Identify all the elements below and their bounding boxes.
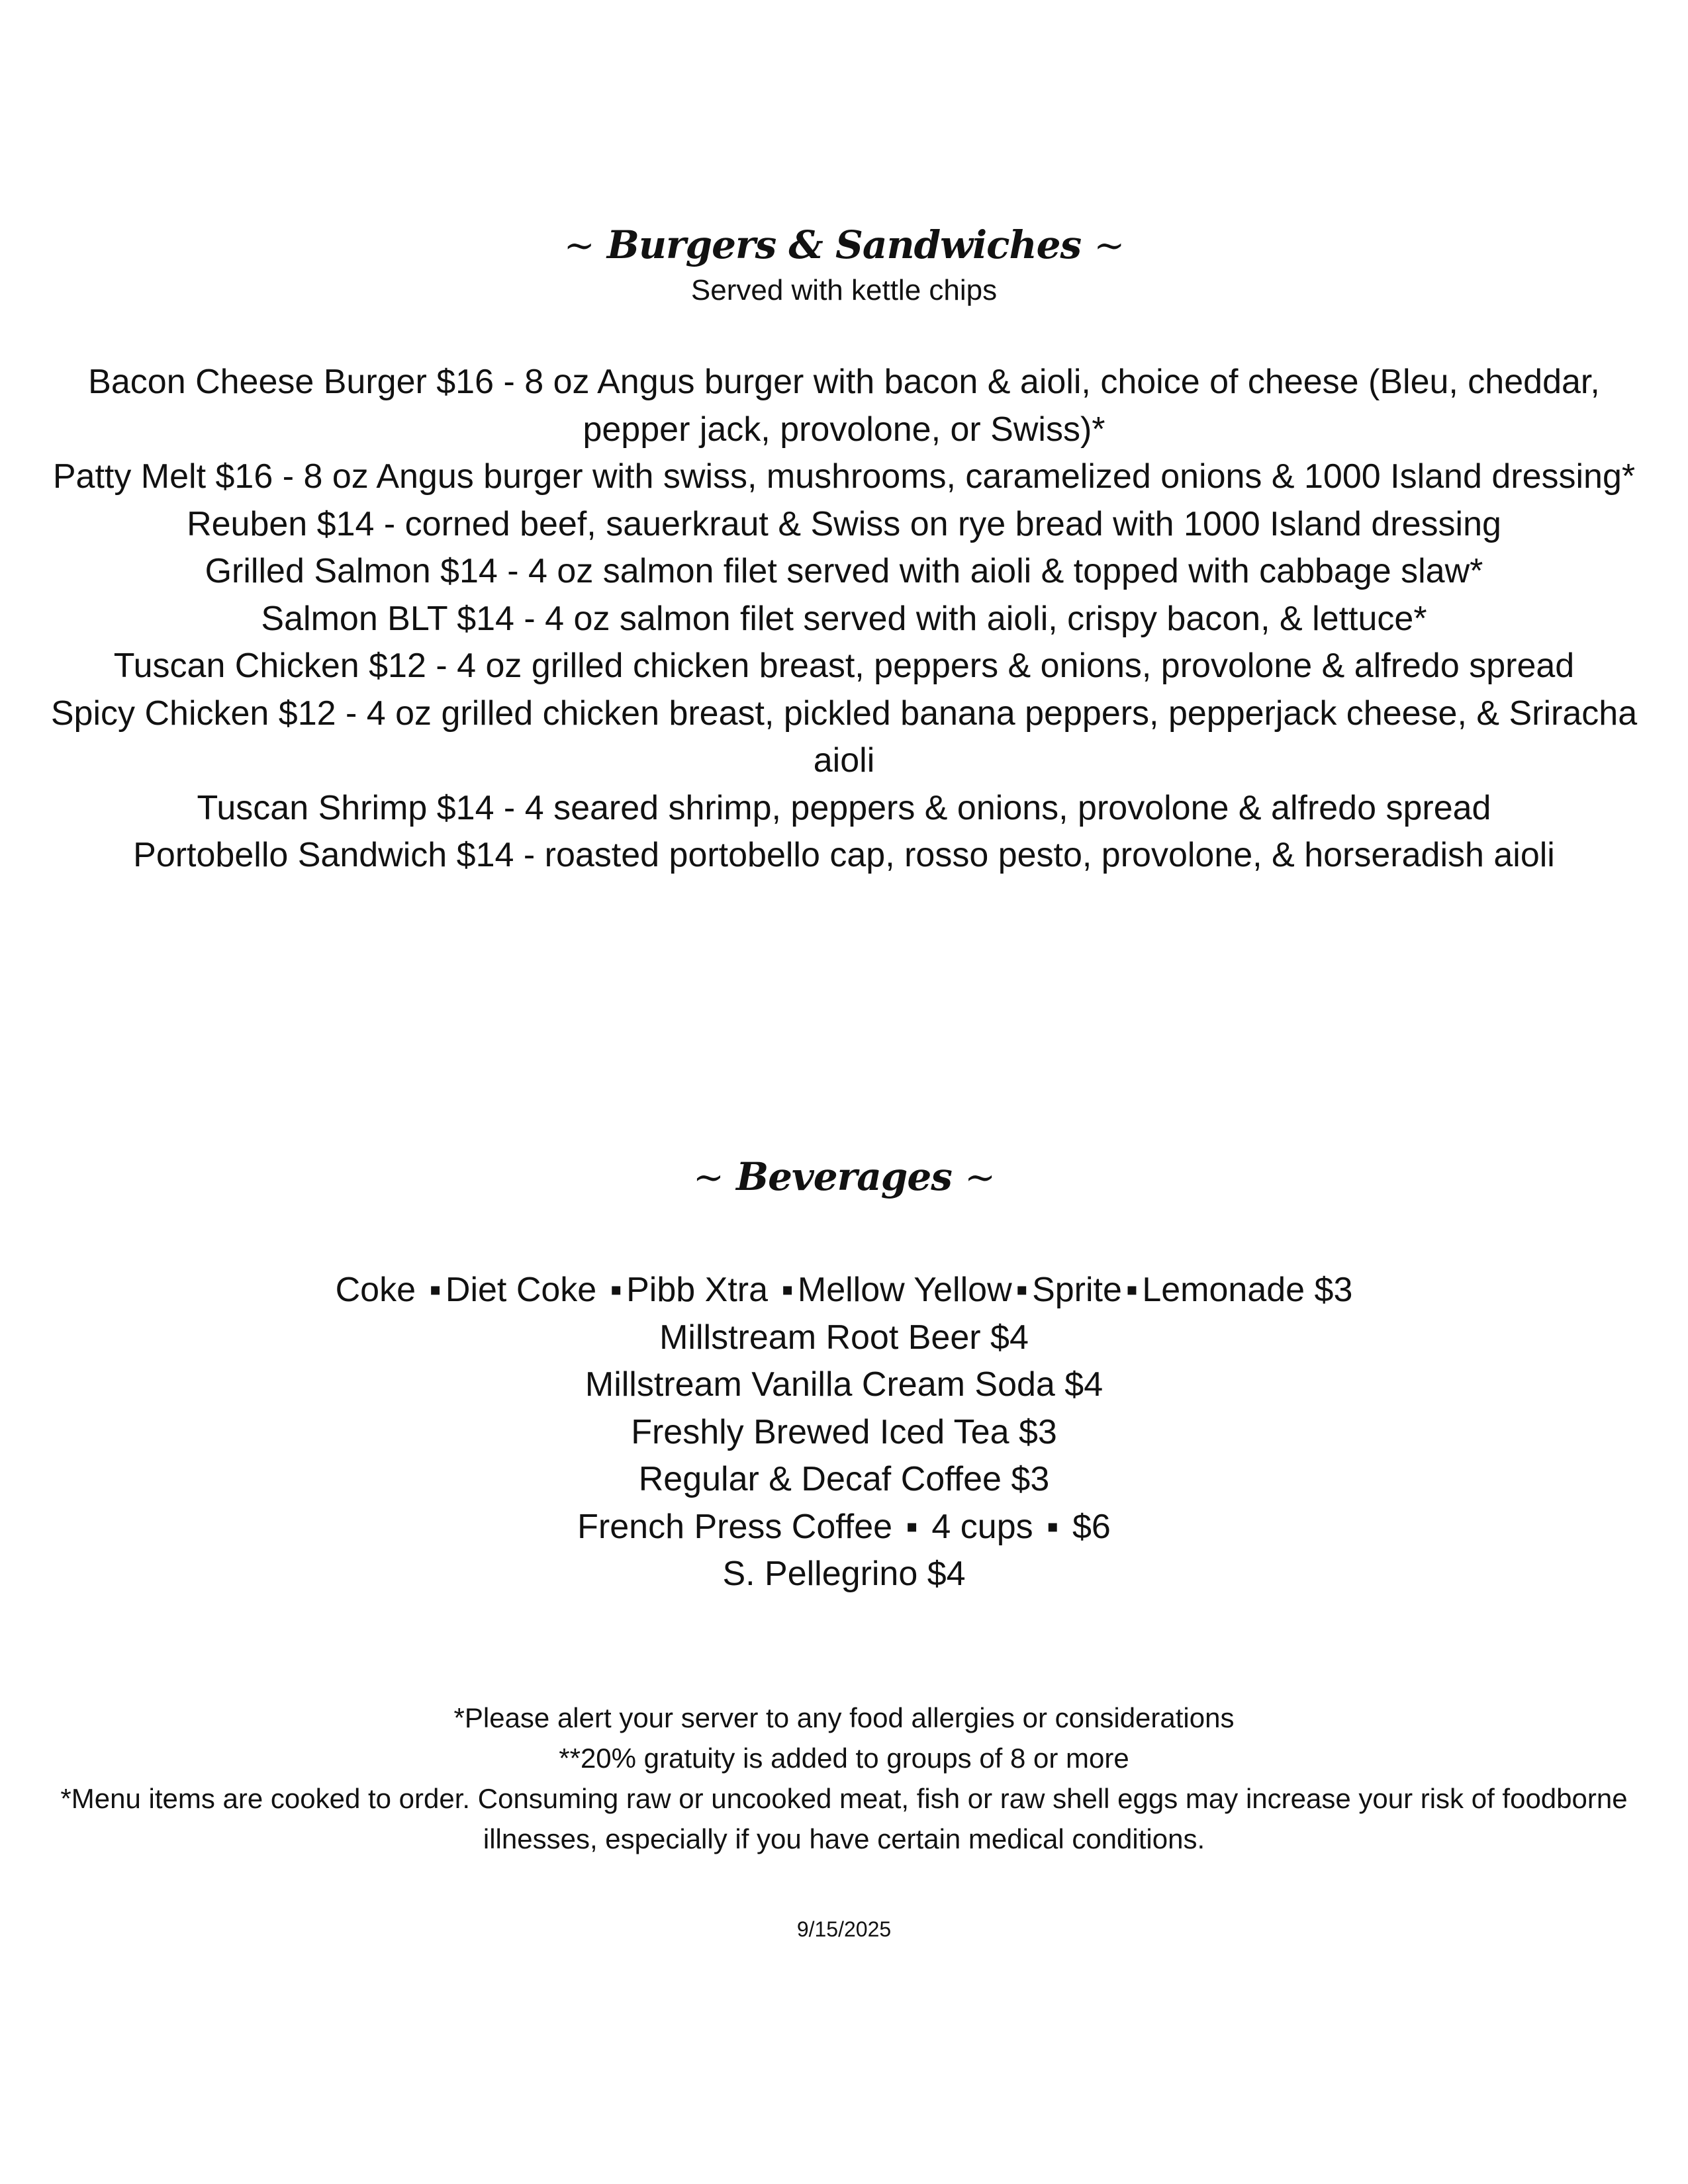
burgers-subtitle: Served with kettle chips	[690, 274, 998, 306]
soda-item: Sprite	[1032, 1271, 1122, 1309]
burgers-title-text: Burgers & Sandwiches	[606, 222, 1082, 267]
beverages-section-title	[40, 1150, 1648, 1205]
separator-dot: ▪	[1015, 1271, 1029, 1309]
beverages-title-text: Beverages	[736, 1154, 952, 1199]
beverage-item: Millstream Vanilla Cream Soda $4	[585, 1365, 1103, 1404]
menu-date: 9/15/2025	[796, 1917, 892, 1941]
tilde-right: ~	[1094, 224, 1125, 267]
tilde-left: ~	[563, 224, 594, 267]
soda-item: Coke	[335, 1271, 416, 1309]
menu-item: Reuben $14 - corned beef, sauerkraut & Swiss on rye bread with 1000 Island dressing	[187, 504, 1501, 543]
french-press-size: 4 cups	[931, 1507, 1033, 1546]
menu-item: Tuscan Shrimp $14 - 4 seared shrimp, peppers & onions, provolone & alfredo spread	[197, 788, 1491, 827]
french-press-line	[40, 1504, 1648, 1551]
beverage-item: Millstream Root Beer $4	[659, 1318, 1029, 1357]
menu-item: Spicy Chicken $12 - 4 oz grilled chicken breast, pickled banana peppers, pepperjack cheese, & Sriracha aioli	[50, 694, 1638, 780]
tilde-left: ~	[692, 1156, 724, 1199]
french-press-name: French Press Coffee	[577, 1507, 893, 1546]
separator-dot: ▪	[429, 1271, 442, 1309]
soda-item: Pibb Xtra	[626, 1271, 768, 1309]
beverage-item: Freshly Brewed Iced Tea $3	[631, 1412, 1057, 1451]
gratuity-note: **20% gratuity is added to groups of 8 or more	[559, 1743, 1129, 1774]
french-press-price: $6	[1072, 1507, 1111, 1546]
menu-item: Portobello Sandwich $14 - roasted portobello cap, rosso pesto, provolone, & horseradish aioli	[133, 836, 1555, 874]
burgers-section-title	[40, 218, 1648, 273]
menu-item: Grilled Salmon $14 - 4 oz salmon filet served with aioli & topped with cabbage slaw*	[205, 552, 1483, 590]
separator-dot: ▪	[610, 1271, 623, 1309]
soda-item: Mellow Yellow	[797, 1271, 1012, 1309]
menu-notes	[40, 1698, 1648, 1859]
menu-item: Patty Melt $16 - 8 oz Angus burger with swiss, mushrooms, caramelized onions & 1000 Island dressing*	[52, 457, 1636, 496]
separator-dot: ▪	[1125, 1271, 1139, 1309]
consumer-advisory: *Menu items are cooked to order. Consuming raw or uncooked meat, fish or raw shell eggs may increase your risk of foodborne illnesses, especially if you have certain medical conditions.	[60, 1783, 1628, 1854]
beverages-list	[40, 1267, 1648, 1598]
menu-item: Salmon BLT $14 - 4 oz salmon filet served with aioli, crispy bacon, & lettuce*	[261, 599, 1427, 638]
soda-item: Diet Coke	[445, 1271, 597, 1309]
soda-line	[40, 1267, 1648, 1314]
burgers-item-list	[40, 359, 1648, 880]
beverage-item: Regular & Decaf Coffee $3	[638, 1460, 1050, 1498]
soda-item: Lemonade $3	[1142, 1271, 1353, 1309]
allergy-note: *Please alert your server to any food allergies or considerations	[453, 1702, 1235, 1733]
tilde-right: ~	[964, 1156, 996, 1199]
beverage-item: S. Pellegrino $4	[722, 1555, 966, 1593]
separator-dot: ▪	[781, 1271, 794, 1309]
menu-item: Bacon Cheese Burger $16 - 8 oz Angus burger with bacon & aioli, choice of cheese (Bleu, cheddar, pepper jack, provolone, or Swiss)*	[88, 363, 1600, 449]
menu-item: Tuscan Chicken $12 - 4 oz grilled chicken breast, peppers & onions, provolone & alfredo spread	[113, 647, 1575, 685]
separator-dot: ▪	[1047, 1507, 1059, 1546]
separator-dot: ▪	[906, 1507, 918, 1546]
